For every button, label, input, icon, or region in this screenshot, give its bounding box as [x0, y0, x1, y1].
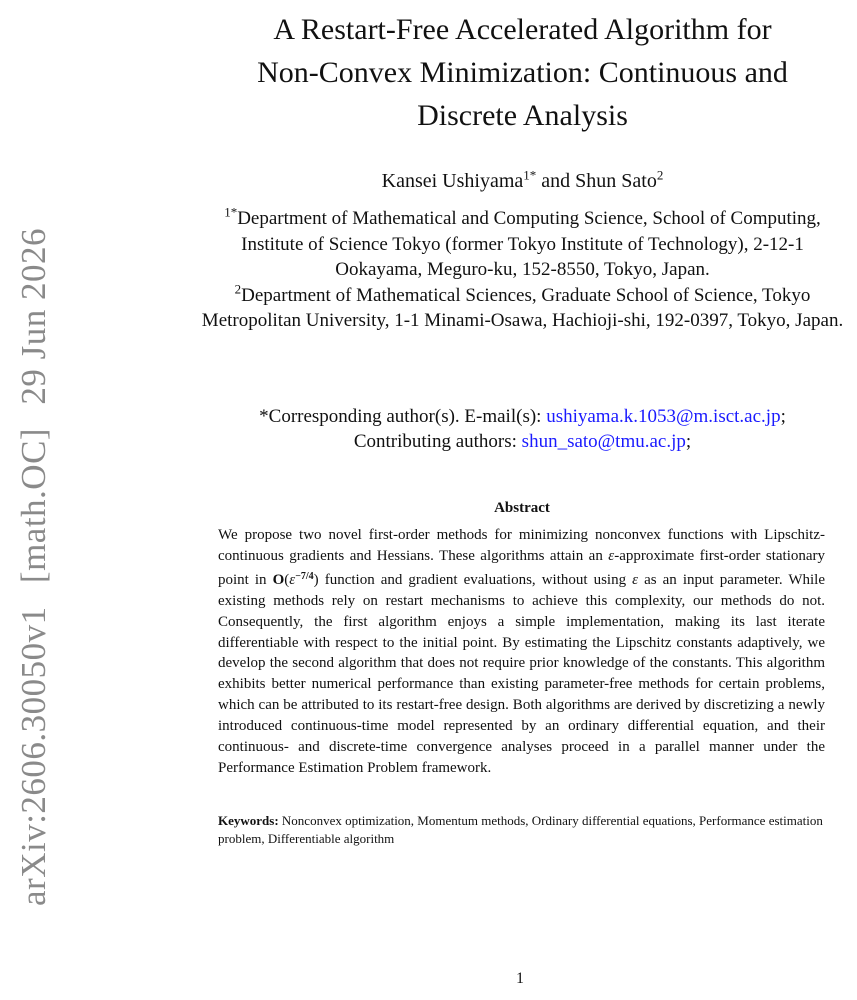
complexity-open-paren: (: [284, 571, 290, 588]
corresponding-email-link[interactable]: ushiyama.k.1053@m.isct.ac.jp: [546, 406, 781, 427]
abstract-part-4: as an input parameter. While existing methods rely on restart mechanisms to achieve this complexity, our methods do not. Consequently, the first algorithm enjoys a simple implementation, making its last iterate differentiable with respect to the initial point. By estimating the Lipschitz constants adaptively, we develop the second algorithm that does not require prior knowledge of the constants. This algorithm exhibits better numerical performance than existing parameter-free methods for certain problems, which can be attributed to its restart-free design. Both algorithms are derived by discretizing a newly introduced continuous-time model represented by an ordinary differential equation, and their continuous- and discrete-time convergence analyses proceed in a parallel manner under the Performance Estimation Problem framework.: [218, 571, 825, 776]
affiliation-2: [196, 283, 849, 334]
abstract-part-3: function and gradient evaluations, without using: [318, 571, 633, 588]
keywords-label: Keywords:: [218, 813, 279, 828]
arxiv-category: [math.OC]: [14, 427, 53, 584]
abstract-part-1: We propose two novel first-order methods for minimizing nonconvex functions with Lipschitz-continuous gradients and Hessians. These algorithms attain an: [218, 527, 825, 564]
corresponding-author-line: [200, 404, 845, 429]
epsilon-symbol: ε: [608, 547, 615, 564]
title-line-1: A Restart-Free Accelerated Algorithm for: [273, 13, 772, 46]
contributing-author-line: [200, 429, 845, 454]
affiliations: [196, 206, 849, 334]
contributing-suffix: ;: [685, 431, 692, 452]
correspondence-block: [200, 404, 845, 454]
arxiv-id: arXiv:2606.30050v1: [14, 606, 53, 906]
complexity-close-paren: ): [313, 571, 319, 588]
corresponding-prefix: *Corresponding author(s). E-mail(s):: [259, 406, 547, 427]
complexity-exponent: −7/4: [295, 570, 314, 582]
big-o-symbol: O: [272, 571, 285, 588]
affiliation-1: [196, 206, 849, 283]
complexity-expression: [273, 572, 319, 588]
arxiv-identifier-stamp: [14, 186, 54, 906]
author-list: [200, 168, 845, 194]
author-1-affiliation-mark: 1*: [523, 167, 537, 183]
title-line-3: Discrete Analysis: [417, 99, 628, 132]
abstract-text: [218, 525, 825, 779]
title-line-2: Non-Convex Minimization: Continuous and: [257, 56, 788, 89]
paper-title: [200, 8, 845, 137]
keywords: [218, 812, 825, 848]
author-name-1: Kansei Ushiyama: [381, 170, 524, 192]
corresponding-suffix: ;: [780, 406, 786, 427]
keywords-text: Nonconvex optimization, Momentum methods, Ordinary differential equations, Performance estimation problem, Differentiable algorithm: [218, 813, 823, 846]
contributing-email-link[interactable]: shun_sato@tmu.ac.jp: [521, 431, 686, 452]
author-name-2: Shun Sato: [575, 170, 657, 192]
arxiv-date: 29 Jun 2026: [14, 228, 53, 405]
abstract-heading: Abstract: [494, 500, 550, 516]
affiliation-1-mark: 1*: [224, 204, 238, 220]
author-conjunction: and: [536, 170, 576, 192]
page-number: 1: [516, 970, 524, 987]
complexity-base: ε: [289, 571, 296, 588]
author-2-affiliation-mark: 2: [656, 167, 664, 183]
contributing-prefix: Contributing authors:: [353, 431, 522, 452]
affiliation-1-text: Department of Mathematical and Computing Science, School of Computing, Institute of Science Tokyo (former Tokyo Institute of Technology), 2-12-1 Ookayama, Meguro-ku, 152-8550, Tokyo, Japan.: [237, 208, 821, 280]
epsilon-symbol-2: ε: [632, 571, 639, 588]
abstract-part-2: -approximate first-order stationary point in: [218, 547, 826, 588]
affiliation-2-mark: 2: [234, 281, 242, 297]
affiliation-2-text: Department of Mathematical Sciences, Graduate School of Science, Tokyo Metropolitan University, 1-1 Minami-Osawa, Hachioji-shi, 192-0397, Tokyo, Japan.: [201, 284, 844, 331]
